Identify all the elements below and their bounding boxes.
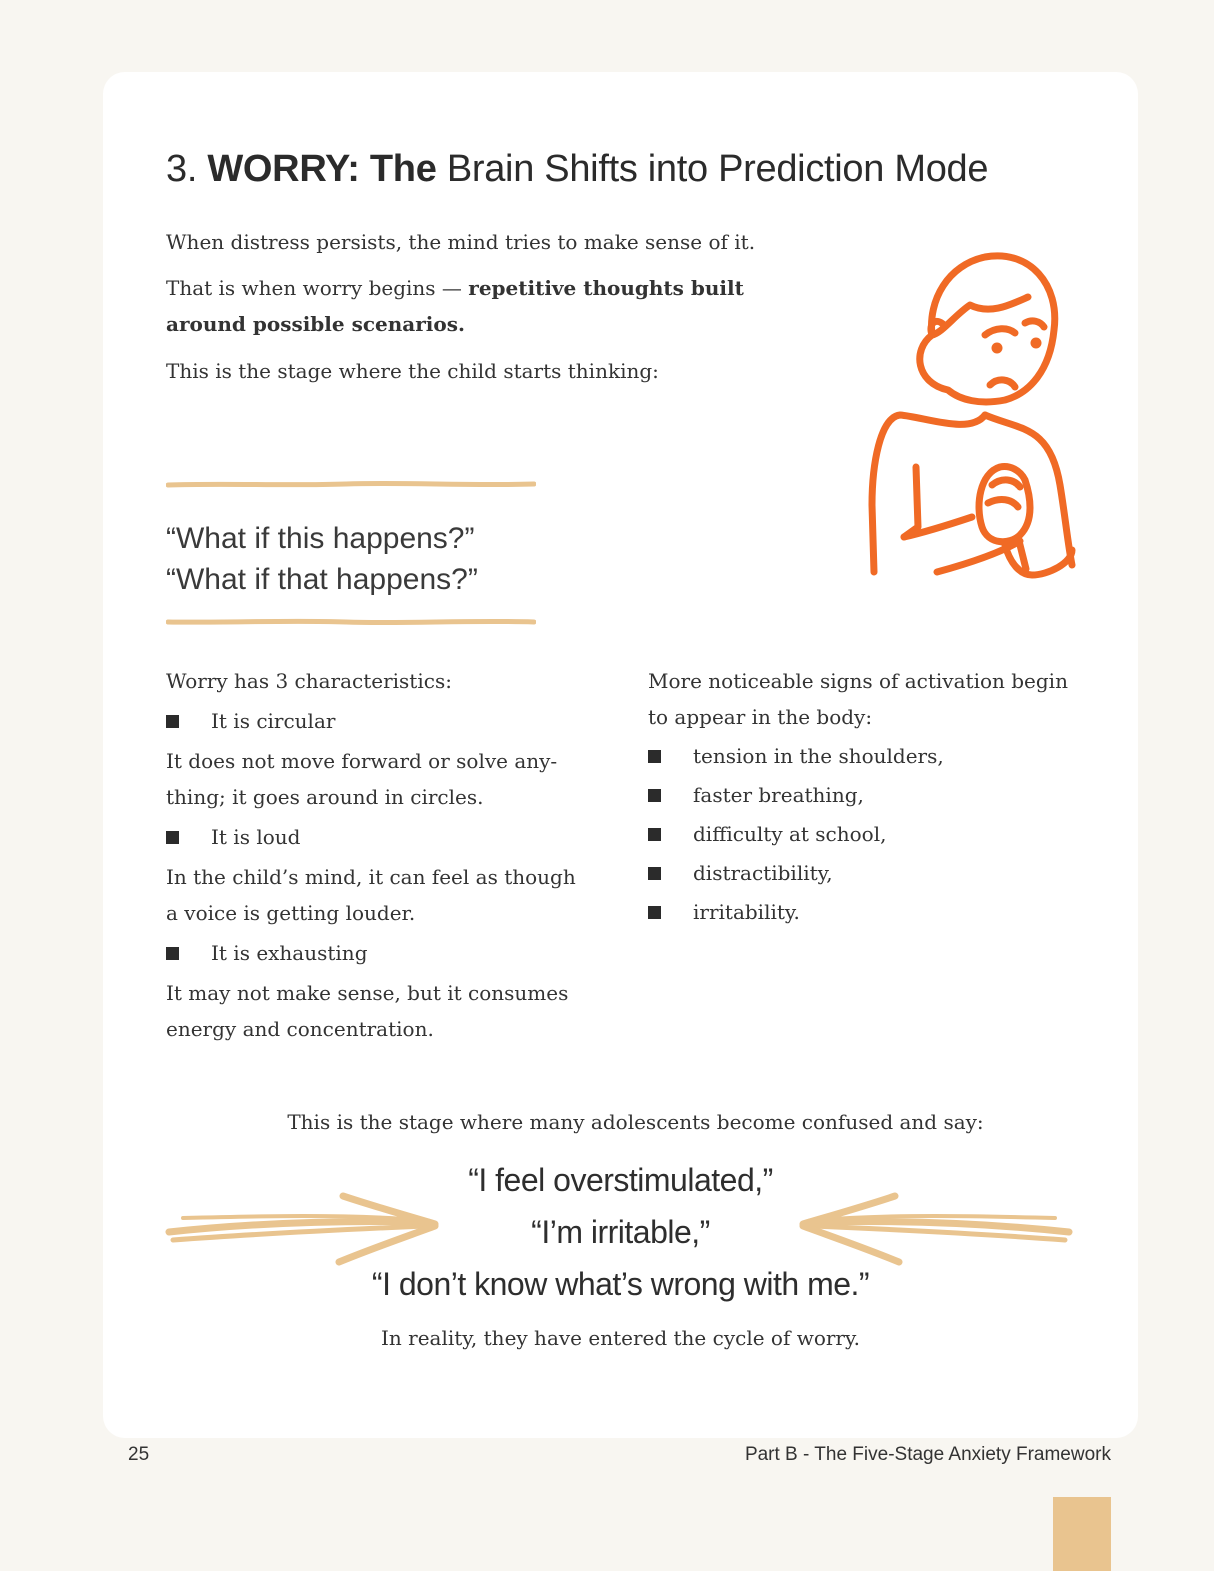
bottom-divider-stroke [166, 617, 536, 627]
what-if-quote-1: “What if this happens?” [166, 522, 475, 555]
top-divider-stroke [166, 480, 536, 490]
sign-label: irritability. [693, 900, 800, 924]
left-arrow-doodle [795, 1188, 1075, 1268]
page-number: 25 [128, 1444, 150, 1465]
section-title [166, 148, 988, 191]
list-item [648, 738, 1088, 774]
description-line: It may not make sense, but it consumes [166, 981, 569, 1005]
list-item [648, 894, 1088, 930]
list-item [648, 777, 1088, 813]
worry-characteristics-column [166, 663, 606, 1051]
body-signs-lead [648, 663, 1088, 735]
description-line: energy and concentration. [166, 1017, 434, 1041]
section-number: 3. [166, 148, 198, 190]
intro-line-2 [166, 270, 744, 342]
square-bullet-icon [648, 789, 661, 802]
right-arrow-doodle [163, 1188, 443, 1268]
square-bullet-icon [166, 715, 179, 728]
characteristic-description [166, 743, 606, 815]
intro-line-2-bold: repetitive thoughts built [468, 276, 744, 300]
adolescent-quote-2: “I’m irritable,” [531, 1214, 710, 1250]
characteristic-description [166, 859, 606, 931]
list-item [166, 819, 606, 855]
characteristic-description [166, 975, 606, 1047]
body-signs-column [648, 663, 1088, 932]
what-if-quote-2: “What if that happens?” [166, 563, 478, 596]
sign-label: distractibility, [693, 861, 833, 885]
sign-label: tension in the shoulders, [693, 744, 944, 768]
what-if-quotes [166, 518, 478, 600]
worried-child-illustration [860, 245, 1080, 590]
list-item [648, 816, 1088, 852]
lead-line: More noticeable signs of activation begin [648, 669, 1068, 693]
square-bullet-icon [648, 750, 661, 763]
intro-line-2-bold-cont: around possible scenarios. [166, 312, 465, 336]
sign-label: difficulty at school, [693, 822, 887, 846]
running-footer-section: Part B - The Five-Stage Anxiety Framework [744, 1444, 1111, 1465]
section-title-rest: Brain Shifts into Prediction Mode [446, 148, 989, 190]
list-item [166, 703, 606, 739]
intro-line-2-start: That is when worry begins — [166, 276, 462, 300]
characteristic-label: It is exhausting [211, 941, 368, 965]
list-item [648, 855, 1088, 891]
description-line: In the child’s mind, it can feel as though [166, 865, 576, 889]
page-edge-tab [1053, 1497, 1111, 1571]
closing-outro: In reality, they have entered the cycle of worry. [381, 1326, 860, 1350]
square-bullet-icon [166, 831, 179, 844]
intro-line-1: When distress persists, the mind tries to make sense of it. [166, 230, 756, 254]
square-bullet-icon [166, 947, 179, 960]
description-line: It does not move forward or solve any- [166, 749, 558, 773]
description-line: thing; it goes around in circles. [166, 785, 484, 809]
square-bullet-icon [648, 828, 661, 841]
list-item [166, 935, 606, 971]
description-line: a voice is getting louder. [166, 901, 416, 925]
square-bullet-icon [648, 867, 661, 880]
square-bullet-icon [648, 906, 661, 919]
lead-line: to appear in the body: [648, 705, 873, 729]
section-title-bold: WORRY: The [207, 148, 437, 190]
intro-line-3: This is the stage where the child starts thinking: [166, 359, 659, 383]
sign-label: faster breathing, [693, 783, 864, 807]
characteristic-label: It is circular [211, 709, 336, 733]
adolescent-quote-3: “I don’t know what’s wrong with me.” [371, 1266, 870, 1302]
characteristics-lead: Worry has 3 characteristics: [166, 669, 452, 693]
characteristic-label: It is loud [211, 825, 301, 849]
closing-intro: This is the stage where many adolescents become confused and say: [287, 1110, 984, 1134]
adolescent-quote-1: “I feel overstimulated,” [468, 1162, 773, 1198]
